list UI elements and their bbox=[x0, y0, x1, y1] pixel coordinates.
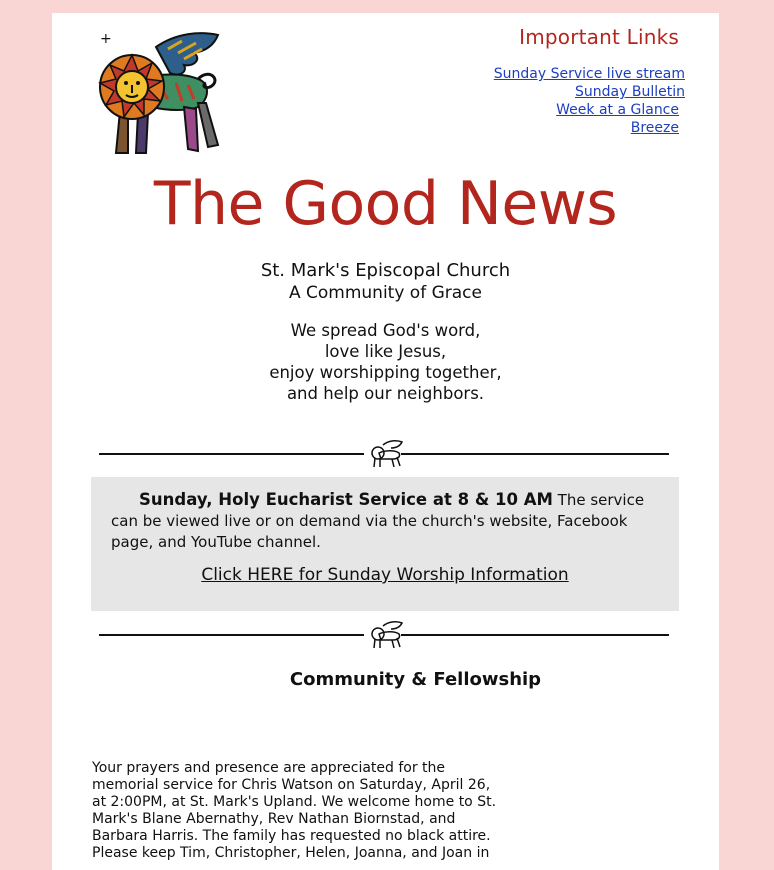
service-box bbox=[91, 477, 679, 611]
winged-lion-small-icon bbox=[369, 620, 403, 650]
divider-line bbox=[99, 453, 364, 455]
mission-line: and help our neighbors. bbox=[286, 384, 485, 403]
divider-line bbox=[401, 453, 669, 455]
section-divider bbox=[99, 620, 669, 650]
service-description: The service can be viewed live or on demand via the church's website, Facebook page, and YouTube channel. bbox=[111, 491, 645, 551]
community-paragraph: Your prayers and presence are appreciated for the memorial service for Chris Watson on Saturday, April 26, at 2:00PM, at St. Mark's Upland. We welcome home to St. Mark's Blane Abernathy, Rev Nathan Biornstad, and Barbara Harris. The family has requested no black attire. Please keep Tim, Christopher, Helen, Joanna, and Joan in bbox=[92, 760, 497, 861]
newsletter-title: The Good News bbox=[153, 169, 618, 239]
service-text bbox=[111, 489, 661, 553]
section-divider bbox=[99, 439, 669, 469]
service-lead: Sunday, Holy Eucharist Service at 8 & 10 AM bbox=[139, 490, 553, 509]
church-tagline: A Community of Grace bbox=[288, 283, 482, 303]
important-links-title: Important Links bbox=[519, 25, 679, 49]
mission-line: love like Jesus, bbox=[324, 342, 447, 361]
important-links-list bbox=[494, 65, 685, 137]
winged-lion-small-icon bbox=[369, 439, 403, 469]
divider-line bbox=[99, 634, 364, 636]
mission-line: enjoy worshipping together, bbox=[269, 363, 502, 382]
church-name: St. Mark's Episcopal Church bbox=[260, 260, 511, 281]
link-live-stream[interactable]: Sunday Service live stream bbox=[493, 66, 685, 82]
mission-line: We spread God's word, bbox=[290, 321, 481, 340]
link-breeze[interactable]: Breeze bbox=[630, 120, 679, 136]
link-sunday-bulletin[interactable]: Sunday Bulletin bbox=[575, 84, 685, 100]
divider-line bbox=[401, 634, 669, 636]
winged-lion-icon bbox=[98, 29, 222, 159]
svg-text:+: + bbox=[100, 31, 112, 47]
newsletter-page bbox=[52, 13, 719, 870]
church-block bbox=[52, 260, 719, 304]
community-heading: Community & Fellowship bbox=[289, 669, 542, 690]
mission-statement bbox=[52, 320, 719, 404]
link-week-at-a-glance[interactable]: Week at a Glance bbox=[556, 102, 679, 118]
worship-info-link[interactable]: Click HERE for Sunday Worship Information bbox=[201, 565, 569, 585]
